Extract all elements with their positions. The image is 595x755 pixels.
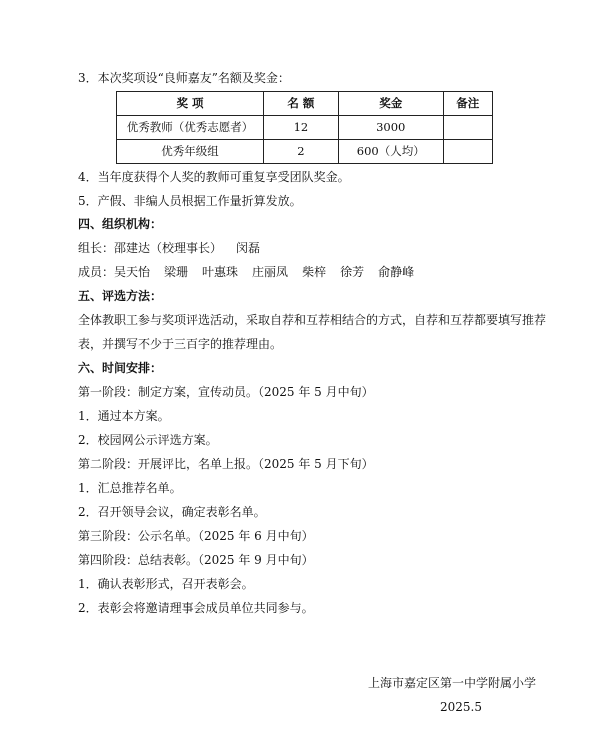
method-line-2: 表，并撰写不少于三百字的推荐理由。 [78,337,283,351]
method-line-1: 全体教职工参与奖项评选活动，采取自荐和互荐相结合的方式，自荐和互荐都要填写推荐 [78,313,547,327]
item-3-text: 3．本次奖项设“良师嘉友”名额及奖金： [78,71,290,85]
schedule-line: 第二阶段：开展评比，名单上报。（2025 年 5 月下旬） [78,457,374,471]
schedule-line: 2．校园网公示评选方案。 [78,433,218,447]
schedule-line: 2．表彰会将邀请理事会成员单位共同参与。 [78,601,314,615]
signature-date: 2025.5 [440,700,482,714]
org-member: 庄丽凤 [252,265,289,279]
table-header-cell: 奖 项 [117,92,264,116]
method-heading: 五、评选方法： [78,289,163,303]
org-member: 柴梓 [302,265,327,279]
org-members-label: 成员：吴天怡 [78,265,151,279]
item-5-text: 5．产假、非编人员根据工作量折算发放。 [78,194,302,208]
schedule-line: 第四阶段：总结表彰。（2025 年 9 月中旬） [78,553,314,567]
table-cell: 600（人均） [338,140,443,164]
table-header-cell: 名 额 [263,92,338,116]
schedule-line: 第三阶段：公示名单。（2025 年 6 月中旬） [78,529,314,543]
schedule-line: 1．确认表彰形式，召开表彰会。 [78,577,254,591]
table-cell: 优秀年级组 [117,140,264,164]
org-member: 梁珊 [164,265,189,279]
table-cell: 2 [263,140,338,164]
schedule-line: 1．通过本方案。 [78,409,170,423]
schedule-line: 第一阶段：制定方案，宣传动员。（2025 年 5 月中旬） [78,385,374,399]
table-row [117,140,493,164]
table-cell [443,116,492,140]
table-header-row [117,92,493,116]
item-4-text: 4．当年度获得个人奖的教师可重复享受团队奖金。 [78,170,350,184]
org-members-line [78,266,414,278]
schedule-line: 2．召开领导会议，确定表彰名单。 [78,505,266,519]
org-heading: 四、组织机构： [78,217,163,231]
org-leader-extra: 闵磊 [236,241,261,255]
table-row [117,116,493,140]
org-member: 叶惠珠 [202,265,239,279]
table-cell: 3000 [338,116,443,140]
org-member: 徐芳 [340,265,365,279]
org-leader-line [78,242,260,254]
table-cell: 优秀教师（优秀志愿者） [117,116,264,140]
org-leader-label: 组长：邵建达（校理事长） [78,241,223,255]
signature-org: 上海市嘉定区第一中学附属小学 [368,676,537,690]
table-cell: 12 [263,116,338,140]
award-table [116,91,493,164]
schedule-heading: 六、时间安排： [78,361,163,375]
schedule-line: 1．汇总推荐名单。 [78,481,182,495]
table-header-cell: 备注 [443,92,492,116]
org-member: 俞静峰 [378,265,415,279]
table-header-cell: 奖金 [338,92,443,116]
table-cell [443,140,492,164]
